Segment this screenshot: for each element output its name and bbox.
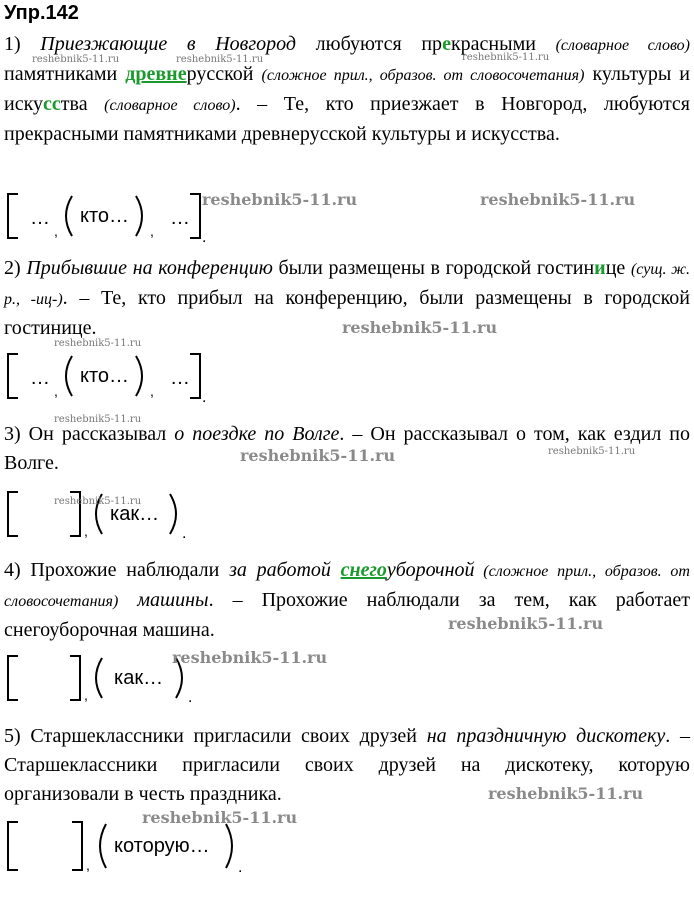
scheme-2 [4,346,214,406]
watermark: reshebnik5-11.ru [240,446,396,465]
text: культуры и иску [4,63,690,115]
sentence-4-number: 4) [4,559,21,581]
watermark: reshebnik5-11.ru [142,808,298,827]
svg-text:.: . [238,859,243,876]
svg-text:.: . [182,525,187,542]
highlight-letter: е [442,33,451,55]
svg-text:.: . [202,389,207,406]
svg-text:,: , [84,523,88,539]
watermark: reshebnik5-11.ru [462,52,550,63]
exercise-title: Упр.142 [4,2,79,24]
svg-text:,: , [150,383,154,399]
svg-text:,: , [54,223,58,239]
text: русской [186,63,262,85]
text: памятниками [4,63,126,85]
scheme-5-mid: которую… [114,835,210,857]
watermark: reshebnik5-11.ru [54,496,142,507]
sentence-5-object: на праздничную дискотеку [426,725,666,747]
scheme-2-mid: кто… [80,365,130,387]
note: (сложное прил., образов. от словосочетания) [261,67,585,84]
scheme-1-mid: кто… [80,205,130,227]
watermark: reshebnik5-11.ru [54,414,142,425]
text: красными [450,33,556,55]
watermark: reshebnik5-11.ru [32,54,120,65]
svg-text:,: , [84,687,88,703]
sentence-1 [4,30,690,149]
text: Прохожие наблюдали [20,559,230,581]
svg-text:,: , [150,223,154,239]
sentence-3-number: 3) [4,423,21,445]
note: (сущ. ж. р., -иц-) [4,261,690,308]
scheme-1-left: … [30,207,50,229]
watermark: reshebnik5-11.ru [202,190,358,209]
scheme-4-mid: как… [114,667,164,689]
text: машины [118,589,209,611]
text: . – Он рассказывал о том, как ездил по Волге. [4,423,691,474]
sentence-1-number: 1) [4,33,21,55]
watermark: reshebnik5-11.ru [172,648,328,667]
text: за работой [229,559,341,581]
scheme-1 [4,186,214,246]
note: (словарное слово) [555,37,690,54]
text: . – Те, кто прибыл на конференцию, были размещены в городской гостинице. [4,287,691,339]
scheme-2-left: … [30,367,50,389]
note: (сложное прил., образов. от словосочетания) [4,563,690,610]
highlight-letter: и [594,257,606,279]
highlight-letter: сс [43,93,61,115]
scheme-2-right: … [170,367,190,389]
scheme-1-right: … [170,207,190,229]
sentence-5-number: 5) [4,725,21,747]
watermark: reshebnik5-11.ru [342,318,498,337]
note: (словарное слово) [104,97,236,114]
watermark: reshebnik5-11.ru [548,446,636,457]
text: тва [60,93,105,115]
scheme-3-mid: как… [110,503,160,525]
text: це [605,257,631,279]
scheme-5 [4,818,254,878]
sentence-3-object: о поездке по Волге [174,423,340,445]
svg-text:,: , [86,857,90,873]
svg-text:.: . [188,689,193,706]
text: любуются пр [296,33,443,55]
watermark: reshebnik5-11.ru [480,190,636,209]
watermark: reshebnik5-11.ru [488,784,644,803]
text: . – Старшеклассники пригласили своих друзей на дискотеку, которую организовали в честь праздника. [4,725,690,805]
sentence-2-subject: Прибывшие на конференцию [26,257,273,279]
highlight-root: древне [125,63,187,85]
svg-text:,: , [54,383,58,399]
watermark: reshebnik5-11.ru [448,614,604,633]
watermark: reshebnik5-11.ru [54,338,142,349]
watermark: reshebnik5-11.ru [176,54,264,65]
text: Старшеклассники пригласили своих друзей [20,725,427,747]
sentence-1-subject: Приезжающие в Новгород [40,33,297,55]
highlight-root: снего [340,559,387,581]
text: Он рассказывал [20,423,175,445]
sentence-2-number: 2) [4,257,21,279]
text: были размещены в городской гостин [272,257,595,279]
text: уборочной [386,559,475,581]
svg-text:.: . [202,229,207,246]
text: . – Прохожие наблюдали за тем, как работает снегоуборочная машина. [4,589,690,641]
text: . – Те, кто приезжает в Новгород, любуются прекрасными памятниками древнерусской культуры и искусства. [4,93,691,145]
